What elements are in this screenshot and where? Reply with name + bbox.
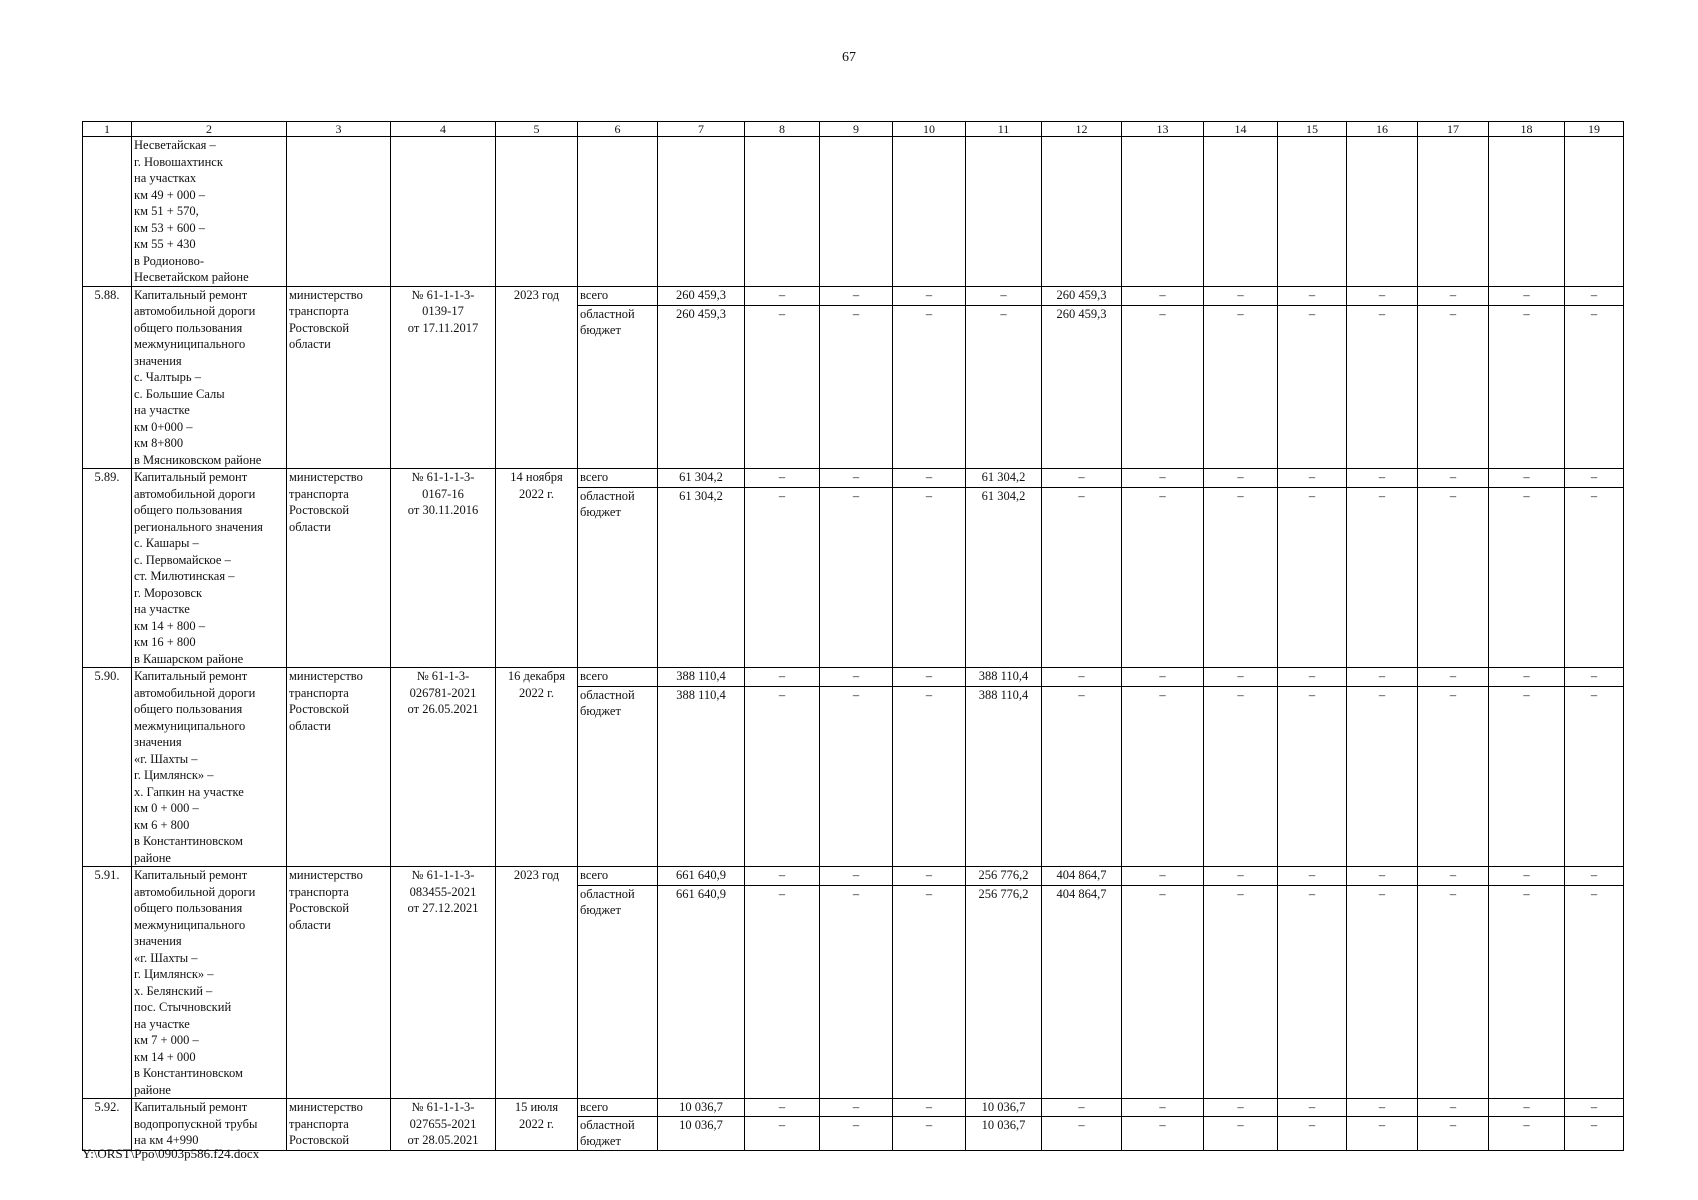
column-number-cell: 15 — [1278, 122, 1347, 137]
column-number-cell: 18 — [1489, 122, 1565, 137]
amount-cell: – — [1042, 1099, 1122, 1117]
amount-cell: – — [1418, 668, 1489, 687]
column-number-cell: 10 — [893, 122, 966, 137]
amount-cell: – — [820, 305, 893, 468]
amount-cell: – — [1042, 487, 1122, 667]
funding-source-cell: областной бюджет — [578, 487, 658, 667]
amount-cell: 10 036,7 — [658, 1099, 745, 1117]
amount-cell: – — [1489, 1099, 1565, 1117]
document-cell: № 61-1-1-3- 0167-16 от 30.11.2016 — [391, 469, 496, 668]
amount-cell: – — [1489, 286, 1565, 305]
document-cell: № 61-1-3- 026781-2021 от 26.05.2021 — [391, 668, 496, 867]
amount-cell: – — [820, 885, 893, 1098]
entry-number-cell: 5.89. — [83, 469, 132, 668]
amount-cell: – — [745, 668, 820, 687]
amount-cell: – — [1122, 1099, 1204, 1117]
amount-cell: – — [1122, 668, 1204, 687]
empty-cell — [745, 137, 820, 287]
amount-cell: 256 776,2 — [966, 885, 1042, 1098]
amount-cell: – — [1489, 867, 1565, 886]
column-number-cell: 2 — [132, 122, 287, 137]
column-number-cell: 11 — [966, 122, 1042, 137]
amount-cell: – — [1489, 469, 1565, 488]
deadline-cell: 14 ноября 2022 г. — [496, 469, 578, 668]
funding-source-cell: областной бюджет — [578, 686, 658, 866]
file-path-footer: Y:\ORST\Ppo\0903p586.f24.docx — [82, 1146, 260, 1161]
amount-cell: 404 864,7 — [1042, 867, 1122, 886]
amount-cell: – — [893, 885, 966, 1098]
funding-source-cell: всего — [578, 469, 658, 488]
funding-source-cell: областной бюджет — [578, 1116, 658, 1150]
amount-cell: – — [820, 1116, 893, 1150]
amount-cell: – — [1278, 305, 1347, 468]
table-row — [83, 286, 1624, 305]
amount-cell: 256 776,2 — [966, 867, 1042, 886]
empty-cell — [391, 137, 496, 287]
amount-cell: 61 304,2 — [658, 487, 745, 667]
amount-cell: – — [893, 1116, 966, 1150]
empty-cell — [658, 137, 745, 287]
object-name-cell: Капитальный ремонт водопропускной трубы на км 4+990 — [132, 1099, 287, 1151]
amount-cell: – — [820, 286, 893, 305]
empty-cell — [893, 137, 966, 287]
deadline-cell: 15 июля 2022 г. — [496, 1099, 578, 1151]
amount-cell: – — [820, 668, 893, 687]
amount-cell: – — [1565, 668, 1624, 687]
amount-cell: – — [893, 668, 966, 687]
amount-cell: – — [893, 487, 966, 667]
amount-cell: – — [1347, 487, 1418, 667]
object-name-cell: Капитальный ремонт автомобильной дороги общего пользования межмуниципального значения «г. Шахты – г. Цимлянск» – х. Гапкин на участке км 0 + 000 – км 6 + 800 в Константиновском районе — [132, 668, 287, 867]
column-number-cell: 19 — [1565, 122, 1624, 137]
amount-cell: – — [1565, 286, 1624, 305]
funding-source-cell: всего — [578, 668, 658, 687]
amount-cell: – — [1347, 469, 1418, 488]
amount-cell: 61 304,2 — [966, 487, 1042, 667]
column-number-cell: 3 — [287, 122, 391, 137]
amount-cell: – — [1278, 469, 1347, 488]
amount-cell: – — [1347, 1116, 1418, 1150]
amount-cell: – — [1347, 668, 1418, 687]
amount-cell: – — [1122, 286, 1204, 305]
amount-cell: – — [1204, 469, 1278, 488]
column-number-cell: 12 — [1042, 122, 1122, 137]
amount-cell: – — [745, 885, 820, 1098]
amount-cell: – — [1489, 668, 1565, 687]
amount-cell: – — [1565, 867, 1624, 886]
amount-cell: – — [745, 867, 820, 886]
amount-cell: – — [1122, 867, 1204, 886]
customer-cell: министерство транспорта Ростовской — [287, 1099, 391, 1151]
funding-source-cell: областной бюджет — [578, 305, 658, 468]
amount-cell: – — [1565, 487, 1624, 667]
column-number-cell: 5 — [496, 122, 578, 137]
funding-source-cell: всего — [578, 286, 658, 305]
amount-cell: – — [1418, 686, 1489, 866]
amount-cell: – — [1489, 686, 1565, 866]
program-table — [82, 121, 1624, 1151]
funding-source-cell: областной бюджет — [578, 885, 658, 1098]
column-number-row — [83, 122, 1624, 137]
customer-cell: министерство транспорта Ростовской области — [287, 668, 391, 867]
document-cell: № 61-1-1-3- 0139-17 от 17.11.2017 — [391, 286, 496, 469]
amount-cell: – — [1418, 885, 1489, 1098]
document-cell: № 61-1-1-3- 083455-2021 от 27.12.2021 — [391, 867, 496, 1099]
amount-cell: 661 640,9 — [658, 885, 745, 1098]
amount-cell: – — [1278, 487, 1347, 667]
amount-cell: – — [1122, 305, 1204, 468]
amount-cell: – — [1204, 305, 1278, 468]
amount-cell: – — [1418, 286, 1489, 305]
amount-cell: – — [820, 1099, 893, 1117]
amount-cell: – — [893, 1099, 966, 1117]
column-number-cell: 17 — [1418, 122, 1489, 137]
column-number-cell: 4 — [391, 122, 496, 137]
empty-cell — [820, 137, 893, 287]
amount-cell: – — [1489, 885, 1565, 1098]
amount-cell: – — [1278, 686, 1347, 866]
table-row — [83, 668, 1624, 687]
amount-cell: – — [745, 686, 820, 866]
amount-cell: 10 036,7 — [966, 1099, 1042, 1117]
amount-cell: – — [1204, 668, 1278, 687]
amount-cell: – — [1418, 1116, 1489, 1150]
amount-cell: – — [966, 305, 1042, 468]
funding-source-cell: всего — [578, 867, 658, 886]
column-number-cell: 1 — [83, 122, 132, 137]
empty-cell — [287, 137, 391, 287]
amount-cell: – — [1565, 686, 1624, 866]
amount-cell: 61 304,2 — [966, 469, 1042, 488]
table-row — [83, 1099, 1624, 1117]
amount-cell: – — [1122, 686, 1204, 866]
amount-cell: 260 459,3 — [658, 286, 745, 305]
amount-cell: – — [1565, 1116, 1624, 1150]
amount-cell: – — [1204, 885, 1278, 1098]
empty-cell — [1278, 137, 1347, 287]
amount-cell: – — [1565, 469, 1624, 488]
amount-cell: – — [745, 305, 820, 468]
empty-cell — [1565, 137, 1624, 287]
amount-cell: – — [1278, 286, 1347, 305]
table-row — [83, 867, 1624, 886]
deadline-cell: 2023 год — [496, 286, 578, 469]
amount-cell: – — [745, 469, 820, 488]
funding-source-cell: всего — [578, 1099, 658, 1117]
customer-cell: министерство транспорта Ростовской области — [287, 867, 391, 1099]
amount-cell: – — [1418, 867, 1489, 886]
amount-cell: – — [745, 1116, 820, 1150]
amount-cell: – — [1278, 885, 1347, 1098]
amount-cell: – — [893, 286, 966, 305]
amount-cell: – — [893, 867, 966, 886]
amount-cell: – — [1204, 867, 1278, 886]
amount-cell: 61 304,2 — [658, 469, 745, 488]
amount-cell: 10 036,7 — [966, 1116, 1042, 1150]
customer-cell: министерство транспорта Ростовской области — [287, 286, 391, 469]
amount-cell: – — [1122, 487, 1204, 667]
amount-cell: – — [893, 686, 966, 866]
deadline-cell: 16 декабря 2022 г. — [496, 668, 578, 867]
amount-cell: – — [1418, 487, 1489, 667]
amount-cell: – — [1347, 286, 1418, 305]
empty-cell — [83, 137, 132, 287]
amount-cell: – — [1565, 885, 1624, 1098]
deadline-cell: 2023 год — [496, 867, 578, 1099]
amount-cell: – — [820, 469, 893, 488]
amount-cell: – — [820, 867, 893, 886]
amount-cell: – — [1278, 867, 1347, 886]
amount-cell: – — [1122, 885, 1204, 1098]
amount-cell: – — [1347, 1099, 1418, 1117]
amount-cell: – — [1489, 305, 1565, 468]
amount-cell: – — [820, 686, 893, 866]
amount-cell: 388 110,4 — [966, 668, 1042, 687]
empty-cell — [1347, 137, 1418, 287]
amount-cell: – — [745, 286, 820, 305]
amount-cell: – — [1565, 305, 1624, 468]
entry-number-cell: 5.90. — [83, 668, 132, 867]
empty-cell — [1122, 137, 1204, 287]
empty-cell — [1042, 137, 1122, 287]
empty-cell — [578, 137, 658, 287]
column-number-cell: 9 — [820, 122, 893, 137]
table-row — [83, 469, 1624, 488]
amount-cell: – — [1418, 305, 1489, 468]
object-name-cell: Несветайская – г. Новошахтинск на участках км 49 + 000 – км 51 + 570, км 53 + 600 – км 55 + 430 в Родионово- Несветайском районе — [132, 137, 287, 287]
amount-cell: – — [1278, 1116, 1347, 1150]
amount-cell: – — [1122, 1116, 1204, 1150]
amount-cell: – — [1204, 487, 1278, 667]
amount-cell: – — [1489, 1116, 1565, 1150]
amount-cell: – — [1347, 686, 1418, 866]
amount-cell: – — [1565, 1099, 1624, 1117]
page-number: 67 — [842, 50, 856, 65]
entry-number-cell: 5.92. — [83, 1099, 132, 1151]
document-cell: № 61-1-1-3- 027655-2021 от 28.05.2021 — [391, 1099, 496, 1151]
amount-cell: – — [1347, 305, 1418, 468]
column-number-cell: 7 — [658, 122, 745, 137]
amount-cell: – — [1489, 487, 1565, 667]
amount-cell: – — [745, 1099, 820, 1117]
amount-cell: – — [893, 469, 966, 488]
amount-cell: 260 459,3 — [1042, 305, 1122, 468]
amount-cell: 10 036,7 — [658, 1116, 745, 1150]
column-number-cell: 6 — [578, 122, 658, 137]
amount-cell: – — [1042, 469, 1122, 488]
amount-cell: 661 640,9 — [658, 867, 745, 886]
amount-cell: 388 110,4 — [966, 686, 1042, 866]
empty-cell — [1204, 137, 1278, 287]
amount-cell: – — [1418, 1099, 1489, 1117]
amount-cell: – — [1278, 1099, 1347, 1117]
amount-cell: 388 110,4 — [658, 668, 745, 687]
column-number-cell: 16 — [1347, 122, 1418, 137]
column-number-cell: 8 — [745, 122, 820, 137]
amount-cell: – — [820, 487, 893, 667]
amount-cell: – — [745, 487, 820, 667]
amount-cell: – — [1204, 286, 1278, 305]
amount-cell: – — [1042, 686, 1122, 866]
amount-cell: – — [1204, 1116, 1278, 1150]
empty-cell — [966, 137, 1042, 287]
amount-cell: – — [1122, 469, 1204, 488]
amount-cell: – — [893, 305, 966, 468]
empty-cell — [1418, 137, 1489, 287]
column-number-cell: 14 — [1204, 122, 1278, 137]
object-name-cell: Капитальный ремонт автомобильной дороги общего пользования межмуниципального значения «г. Шахты – г. Цимлянск» – х. Белянский – пос. Стычновский на участке км 7 + 000 – км 14 + 000 в Константиновском районе — [132, 867, 287, 1099]
empty-cell — [496, 137, 578, 287]
entry-number-cell: 5.91. — [83, 867, 132, 1099]
empty-cell — [1489, 137, 1565, 287]
amount-cell: – — [1278, 668, 1347, 687]
amount-cell: – — [1347, 885, 1418, 1098]
amount-cell: 260 459,3 — [1042, 286, 1122, 305]
amount-cell: – — [966, 286, 1042, 305]
amount-cell: – — [1347, 867, 1418, 886]
entry-number-cell: 5.88. — [83, 286, 132, 469]
amount-cell: 260 459,3 — [658, 305, 745, 468]
column-number-cell: 13 — [1122, 122, 1204, 137]
object-name-cell: Капитальный ремонт автомобильной дороги общего пользования регионального значения с. Кашары – с. Первомайское – ст. Милютинская – г. Морозовск на участке км 14 + 800 – км 16 + 800 в Кашарском районе — [132, 469, 287, 668]
continuation-row — [83, 137, 1624, 287]
amount-cell: – — [1042, 668, 1122, 687]
amount-cell: 388 110,4 — [658, 686, 745, 866]
object-name-cell: Капитальный ремонт автомобильной дороги общего пользования межмуниципального значения с. Чалтырь – с. Большие Салы на участке км 0+000 – км 8+800 в Мясниковском районе — [132, 286, 287, 469]
amount-cell: – — [1418, 469, 1489, 488]
amount-cell: – — [1042, 1116, 1122, 1150]
amount-cell: – — [1204, 686, 1278, 866]
customer-cell: министерство транспорта Ростовской области — [287, 469, 391, 668]
amount-cell: 404 864,7 — [1042, 885, 1122, 1098]
amount-cell: – — [1204, 1099, 1278, 1117]
